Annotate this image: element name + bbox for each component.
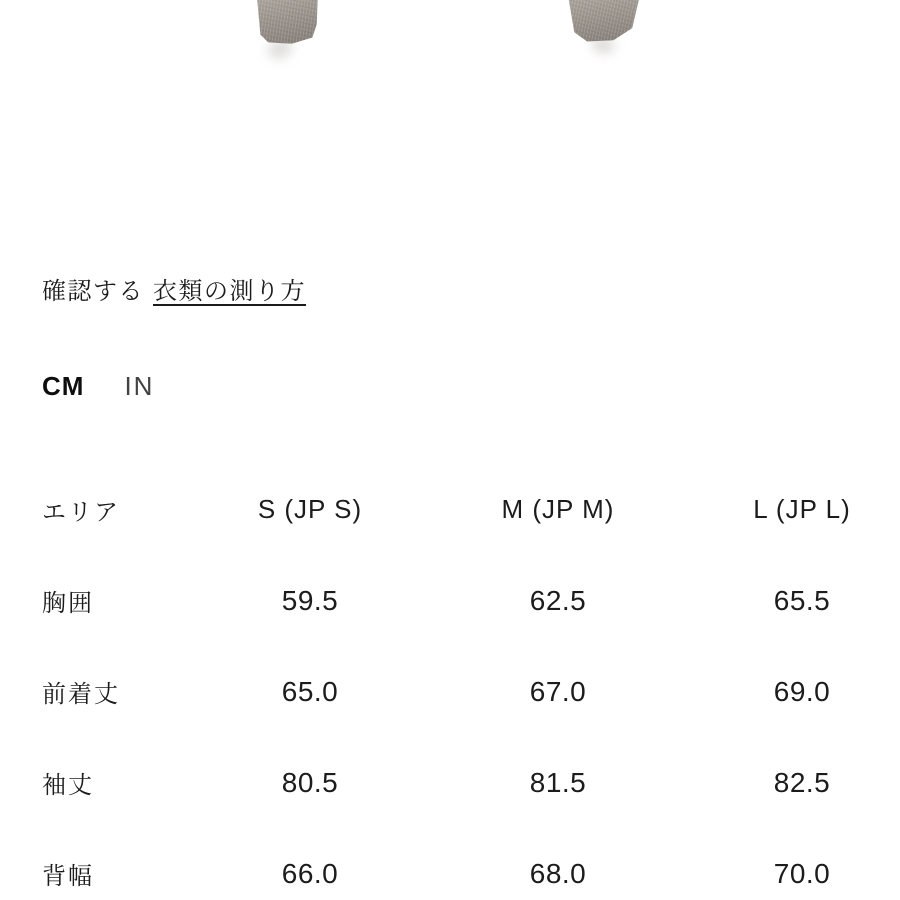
size-chart-table	[42, 464, 900, 900]
cell-back-width-s: 66.0	[281, 857, 339, 889]
row-label-chest: 胸囲	[42, 590, 94, 617]
unit-toggle	[42, 371, 154, 402]
cell-front-length-s: 65.0	[281, 675, 339, 707]
cell-chest-m: 62.5	[529, 584, 587, 616]
unit-cm-tab[interactable]: CM	[42, 371, 85, 401]
cell-front-length-m: 67.0	[529, 675, 587, 707]
cell-chest-l: 65.5	[773, 584, 831, 616]
cell-sleeve-length-s: 80.5	[281, 766, 339, 798]
unit-in-tab[interactable]: IN	[124, 371, 155, 401]
column-header-size-m: M (JP M)	[501, 494, 615, 524]
measure-line	[42, 271, 306, 306]
cell-back-width-l: 70.0	[773, 857, 831, 889]
cell-sleeve-length-m: 81.5	[529, 766, 587, 798]
row-label-back-width: 背幅	[42, 863, 94, 890]
row-label-sleeve-length: 袖丈	[42, 772, 94, 799]
column-header-size-l: L (JP L)	[753, 494, 851, 524]
how-to-measure-link[interactable]: 衣類の測り方	[153, 278, 306, 305]
column-header-size-s: S (JP S)	[257, 494, 363, 524]
cell-chest-s: 59.5	[281, 584, 339, 616]
cell-sleeve-length-l: 82.5	[773, 766, 831, 798]
measure-line-prefix: 確認する	[42, 278, 144, 305]
cell-back-width-m: 68.0	[529, 857, 587, 889]
cell-front-length-l: 69.0	[773, 675, 831, 707]
row-label-front-length: 前着丈	[42, 681, 120, 708]
column-header-area: エリア	[42, 499, 120, 526]
